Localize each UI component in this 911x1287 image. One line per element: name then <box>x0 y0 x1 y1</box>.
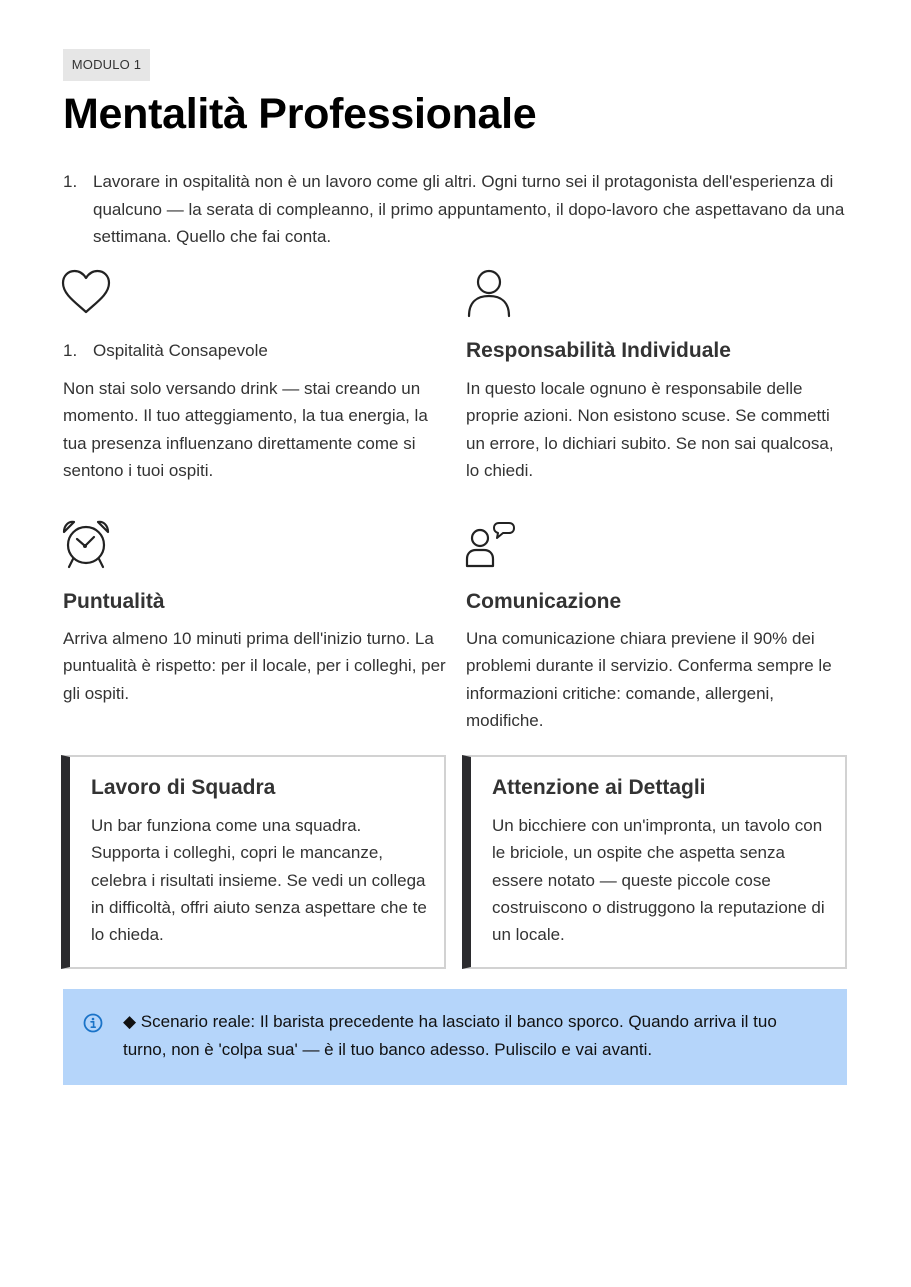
info-text: ◆ Scenario reale: Il barista precedente ha lasciato il banco sporco. Quando arriva il tuo turno, non è 'colpa sua' — è il tuo banco adesso. Puliscilo e vai avanti. <box>123 1012 777 1059</box>
card-heading: Attenzione ai Dettagli <box>492 776 706 799</box>
section-text-consapevole: Non stai solo versando drink — stai creando un momento. Il tuo atteggiamento, la tua energia, la tua presenza influenzano direttamente come si sentono i tuoi ospiti. <box>63 379 428 480</box>
section-text-comunicazione: Una comunicazione chiara previene il 90% dei problemi durante il servizio. Conferma sempre le informazioni critiche: comande, allergeni, modifiche. <box>466 629 832 730</box>
user-icon <box>465 268 515 318</box>
chat-user-icon <box>465 519 515 569</box>
section-text-responsabilita: In questo locale ognuno è responsabile delle proprie azioni. Non esistono scuse. Se commetti un errore, lo dichiari subito. Se non sai qualcosa, lo chiedi. <box>466 379 834 480</box>
section-text-puntualita: Arriva almeno 10 minuti prima dell'inizio turno. La puntualità è rispetto: per il locale, per i colleghi, per gli ospiti. <box>63 629 446 703</box>
info-icon <box>83 1013 103 1033</box>
intro-list-item <box>63 168 853 251</box>
page-title: Mentalità Professionale <box>63 90 537 138</box>
card-text: Un bar funziona come una squadra. Supporta i colleghi, copri le mancanze, celebra i risultati insieme. Se vedi un collega in difficoltà, offri aiuto senza aspettare che te lo chieda. <box>91 816 427 945</box>
card-text: Un bicchiere con un'impronta, un tavolo con le briciole, un ospite che aspetta senza essere notato — queste piccole cose costruiscono o distruggono la reputazione di un locale. <box>492 816 825 945</box>
intro-text: Lavorare in ospitalità non è un lavoro come gli altri. Ogni turno sei il protagonista dell'esperienza di qualcuno — la serata di compleanno, il primo appuntamento, il dopo-lavoro che aspettavano da una settimana. Quello che fai conta. <box>93 172 845 246</box>
section-label: Ospitalità Consapevole <box>93 341 268 360</box>
section-heading-puntualita: Puntualità <box>63 590 165 613</box>
module-badge: MODULO 1 <box>63 49 150 81</box>
list-item-consapevole <box>63 337 443 365</box>
section-heading-comunicazione: Comunicazione <box>466 590 622 613</box>
heart-icon <box>61 268 111 318</box>
card-lavoro-di-squadra <box>61 755 446 969</box>
list-number: 1. <box>63 341 78 360</box>
card-heading: Lavoro di Squadra <box>91 776 276 799</box>
card-attenzione-ai-dettagli <box>462 755 847 969</box>
info-callout <box>63 989 847 1085</box>
list-number: 1. <box>63 172 78 191</box>
section-heading-responsabilita: Responsabilità Individuale <box>466 339 731 362</box>
alarm-clock-icon <box>61 519 111 569</box>
